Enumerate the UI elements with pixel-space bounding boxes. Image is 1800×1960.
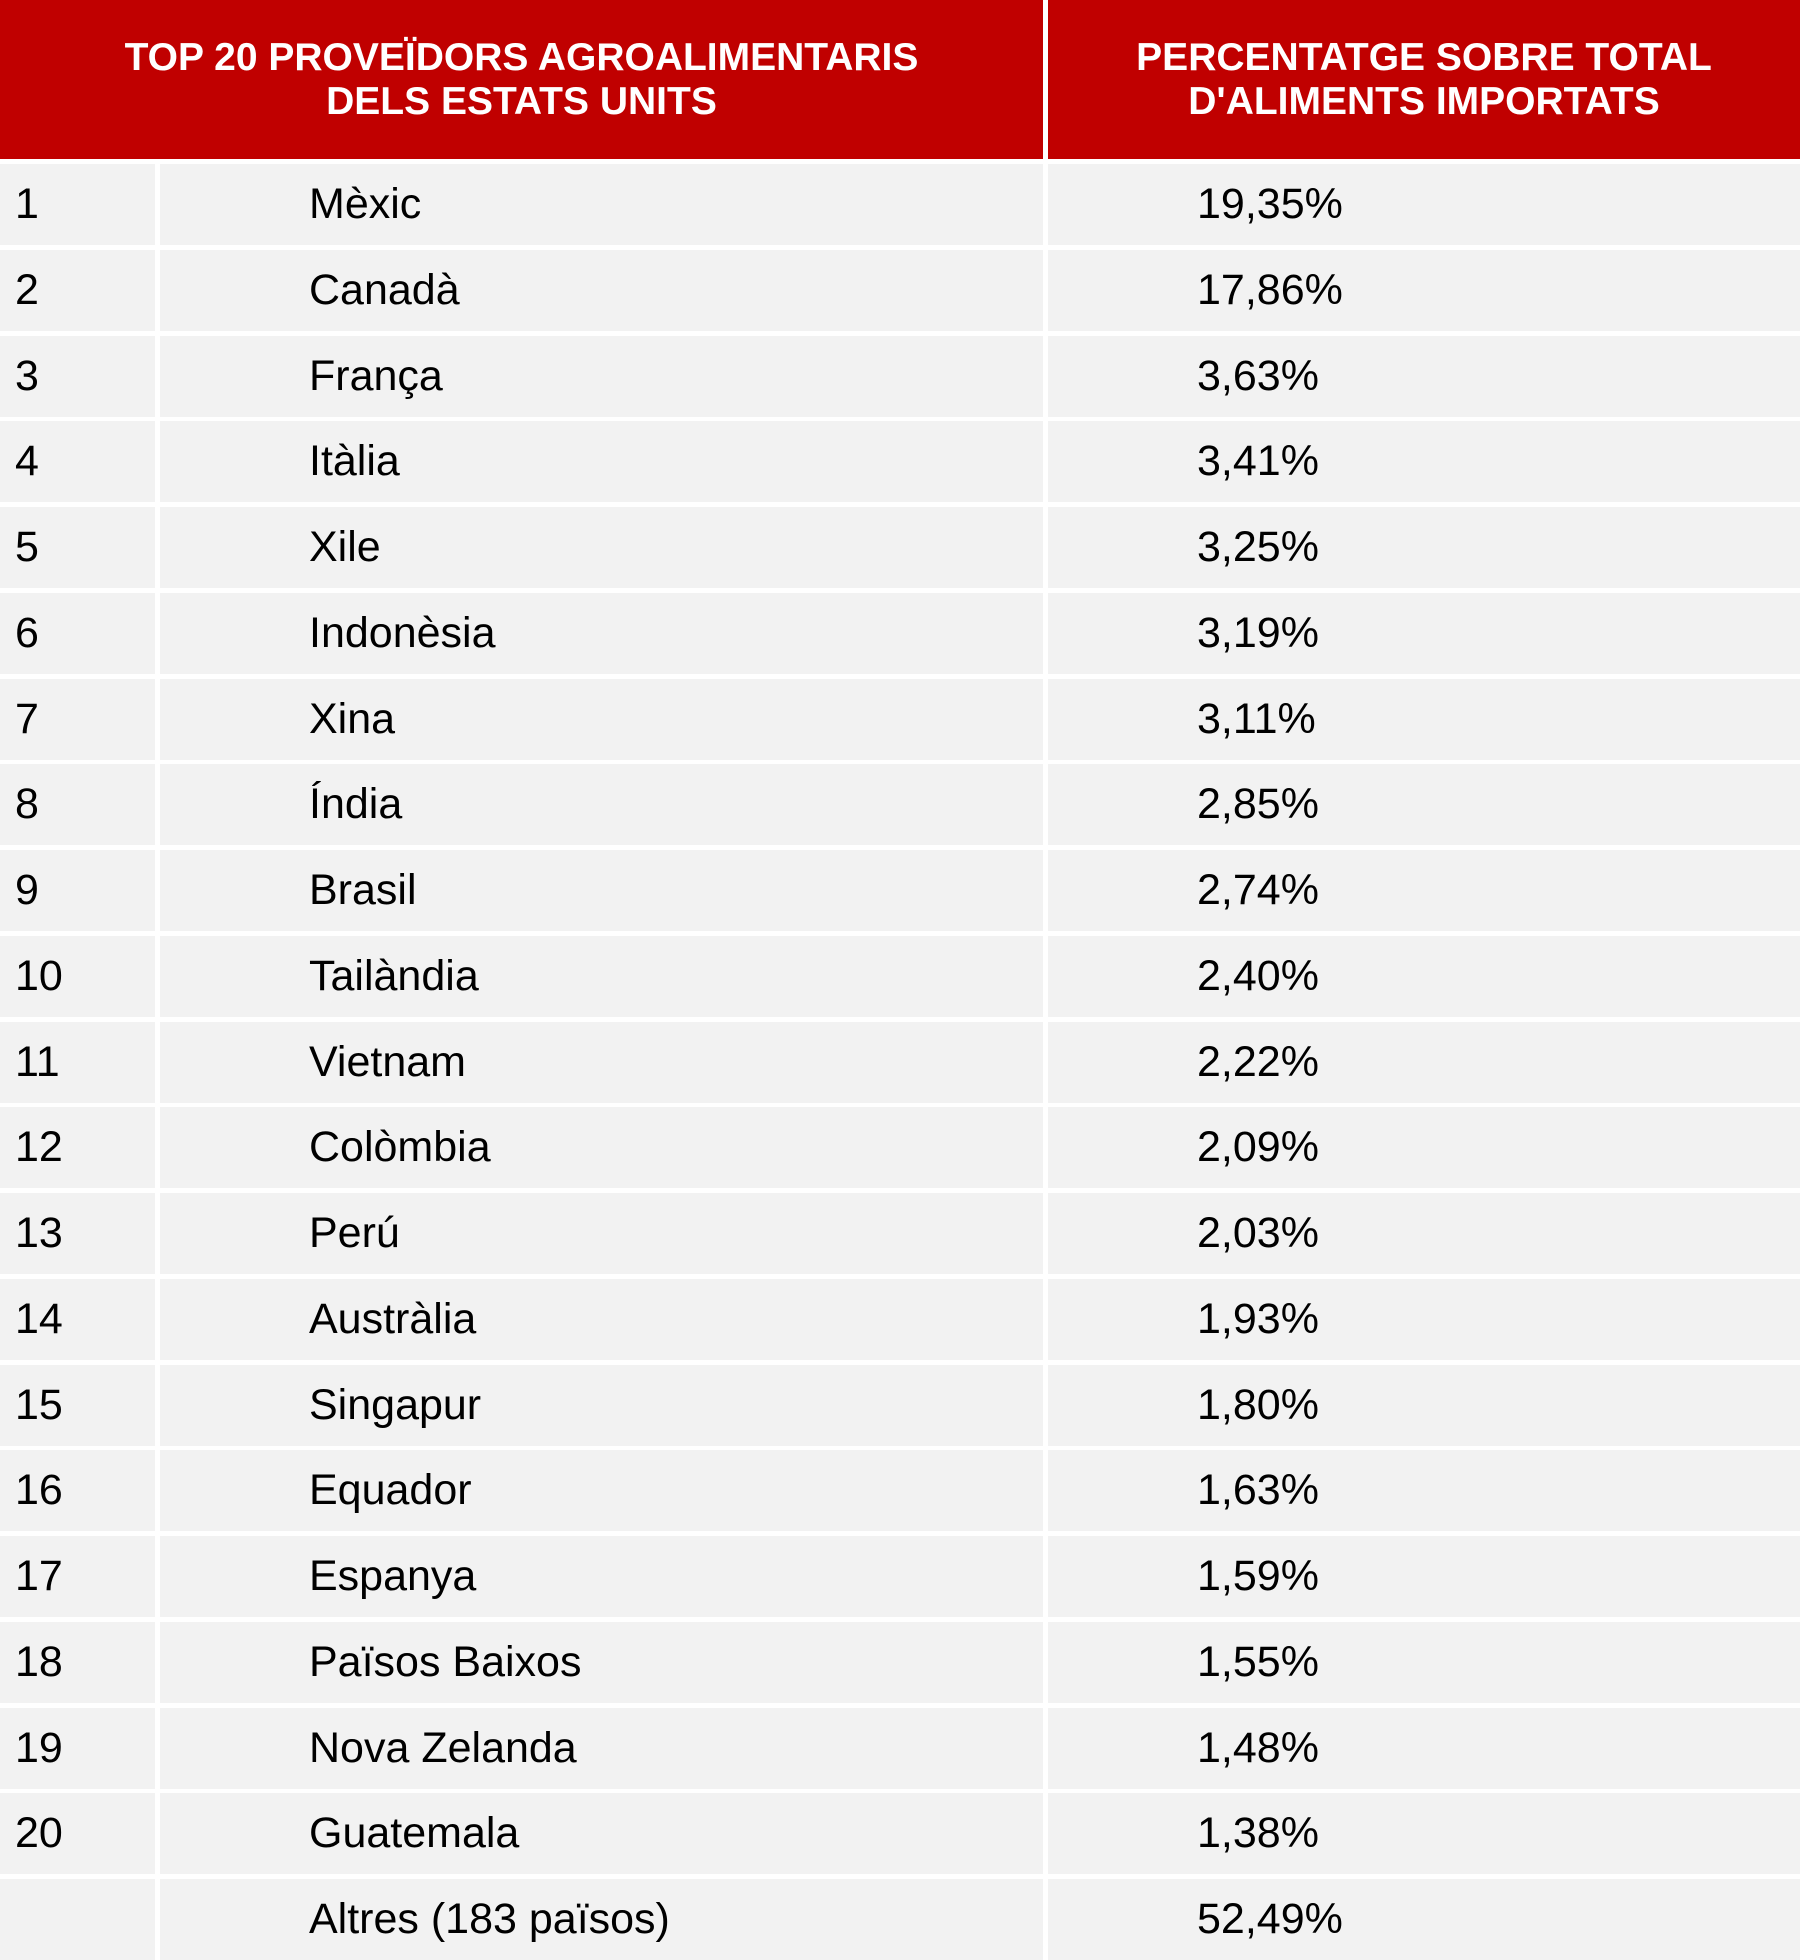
percentage-cell: 1,48% [1048,1708,1800,1789]
country-cell: Índia [160,764,1043,845]
country-cell: Itàlia [160,421,1043,502]
rank-cell: 18 [0,1622,155,1703]
percentage-cell: 1,59% [1048,1536,1800,1617]
percentage-cell: 2,74% [1048,850,1800,931]
rank-cell: 17 [0,1536,155,1617]
percentage-cell: 19,35% [1048,164,1800,245]
percentage-cell: 17,86% [1048,250,1800,331]
rank-cell: 7 [0,679,155,760]
country-cell: Brasil [160,850,1043,931]
percentage-cell: 3,41% [1048,421,1800,502]
country-cell: Indonèsia [160,593,1043,674]
percentage-cell: 3,63% [1048,336,1800,417]
country-cell: Colòmbia [160,1107,1043,1188]
percentage-cell: 1,93% [1048,1279,1800,1360]
percentage-cell: 2,22% [1048,1022,1800,1103]
rank-cell: 3 [0,336,155,417]
country-cell: França [160,336,1043,417]
percentage-cell: 2,09% [1048,1107,1800,1188]
country-cell: Austràlia [160,1279,1043,1360]
country-cell: Tailàndia [160,936,1043,1017]
country-cell: Singapur [160,1365,1043,1446]
rank-cell: 14 [0,1279,155,1360]
percentage-cell: 1,38% [1048,1793,1800,1874]
rank-cell: 1 [0,164,155,245]
country-cell: Mèxic [160,164,1043,245]
rank-cell: 16 [0,1450,155,1531]
country-cell: Canadà [160,250,1043,331]
percentage-cell: 2,40% [1048,936,1800,1017]
rank-cell: 12 [0,1107,155,1188]
country-cell: Nova Zelanda [160,1708,1043,1789]
country-cell: Vietnam [160,1022,1043,1103]
rank-cell: 19 [0,1708,155,1789]
header-country: TOP 20 PROVEÏDORS AGROALIMENTARIS DELS ESTATS UNITS [0,0,1043,159]
percentage-cell: 2,85% [1048,764,1800,845]
percentage-cell: 3,19% [1048,593,1800,674]
country-cell: Països Baixos [160,1622,1043,1703]
rank-cell: 4 [0,421,155,502]
rank-cell [0,1879,155,1960]
percentage-cell: 52,49% [1048,1879,1800,1960]
country-cell: Guatemala [160,1793,1043,1874]
country-cell: Xina [160,679,1043,760]
header-percentage: PERCENTATGE SOBRE TOTAL D'ALIMENTS IMPORTATS [1048,0,1800,159]
rank-cell: 9 [0,850,155,931]
rank-cell: 8 [0,764,155,845]
rank-cell: 15 [0,1365,155,1446]
rank-cell: 6 [0,593,155,674]
rank-cell: 10 [0,936,155,1017]
country-cell: Altres (183 països) [160,1879,1043,1960]
rank-cell: 13 [0,1193,155,1274]
rank-cell: 11 [0,1022,155,1103]
country-cell: Equador [160,1450,1043,1531]
percentage-cell: 1,63% [1048,1450,1800,1531]
country-cell: Espanya [160,1536,1043,1617]
percentage-cell: 2,03% [1048,1193,1800,1274]
percentage-cell: 3,25% [1048,507,1800,588]
percentage-cell: 1,80% [1048,1365,1800,1446]
rank-cell: 20 [0,1793,155,1874]
country-cell: Xile [160,507,1043,588]
percentage-cell: 3,11% [1048,679,1800,760]
rank-cell: 5 [0,507,155,588]
country-cell: Perú [160,1193,1043,1274]
rank-cell: 2 [0,250,155,331]
percentage-cell: 1,55% [1048,1622,1800,1703]
